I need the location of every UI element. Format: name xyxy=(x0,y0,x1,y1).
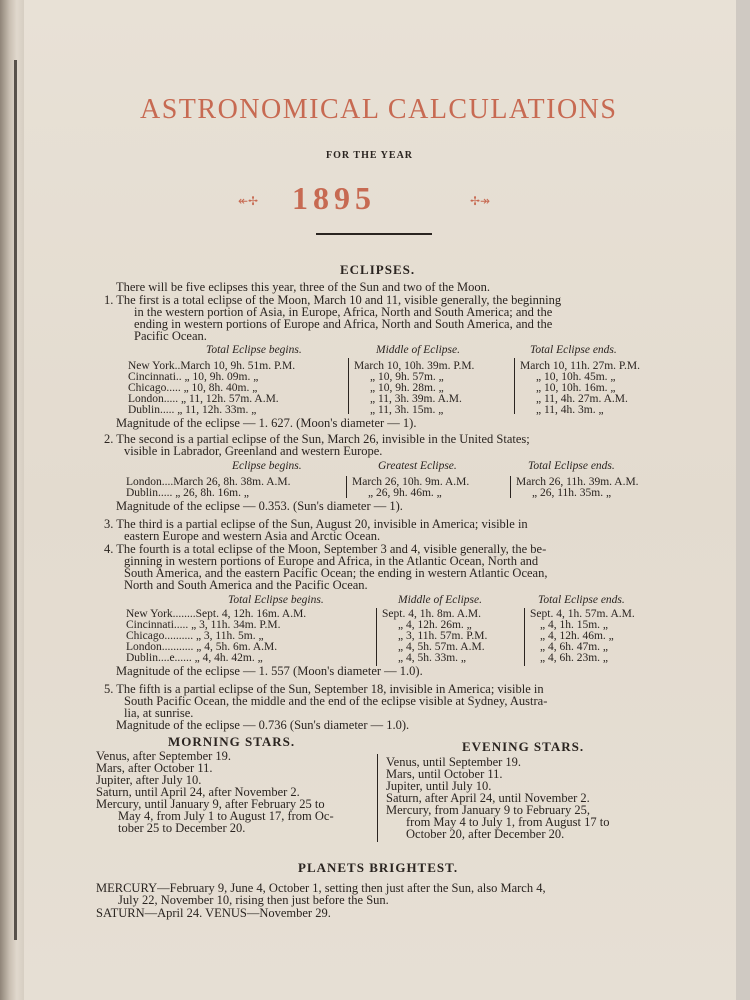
eclipse-4-row-begin: New York........Sept. 4, 12h. 16m. A.M. xyxy=(126,608,307,620)
eclipse-3-line: 3. The third is a partial eclipse of the Sun, August 20, invisible in America; visible in xyxy=(104,517,528,531)
eclipse-4-line: 4. The fourth is a total eclipse of the Moon, September 3 and 4, visible generally, the be- xyxy=(104,542,547,556)
morning-star-line: May 4, from July 1 to August 17, from Oc- xyxy=(118,809,334,823)
eclipse-2-row-end: March 26, 11h. 39m. A.M. xyxy=(516,476,639,488)
eclipse-2-col-header: Total Eclipse ends. xyxy=(528,460,615,472)
table-divider xyxy=(376,608,377,666)
eclipses-heading: ECLIPSES. xyxy=(340,262,416,277)
eclipse-4-line: North and South America and the Pacific Ocean. xyxy=(124,578,368,592)
eclipse-1-col-header: Middle of Eclipse. xyxy=(376,344,460,356)
eclipses-intro: There will be five eclipses this year, three of the Sun and two of the Moon. xyxy=(116,280,491,294)
eclipse-1-line: Pacific Ocean. xyxy=(134,329,207,343)
eclipse-4-row-middle: „ 4, 12h. 26m. „ xyxy=(398,619,472,631)
eclipse-4-row-end: „ 4, 6h. 23m. „ xyxy=(540,652,609,664)
eclipse-4-row-end: „ 4, 6h. 47m. „ xyxy=(540,641,609,653)
eclipse-4-col-header: Total Eclipse ends. xyxy=(538,594,625,606)
evening-star-line: from May 4 to July 1, from August 17 to xyxy=(406,815,610,829)
eclipse-4-line: South America, and the eastern Pacific Ocean; the ending in western Atlantic Ocean, xyxy=(124,566,548,580)
binding-stitch-line xyxy=(14,60,17,940)
planets-brightest-line: MERCURY—February 9, June 4, October 1, setting then just after the Sun, also March 4, xyxy=(96,881,546,895)
eclipse-2-row-greatest: March 26, 10h. 9m. A.M. xyxy=(352,476,470,488)
morning-star-line: Venus, after September 19. xyxy=(96,749,232,763)
eclipse-4-row-end: „ 4, 1h. 15m. „ xyxy=(540,619,609,631)
eclipse-4-row-begin: Chicago.......... „ 3, 11h. 5m. „ xyxy=(126,630,264,642)
background-strip xyxy=(736,0,750,1000)
eclipse-4-row-end: Sept. 4, 1h. 57m. A.M. xyxy=(530,608,635,620)
eclipse-1-row-begin: Dublin..... „ 11, 12h. 33m. „ xyxy=(128,404,257,416)
morning-star-line: Jupiter, after July 10. xyxy=(96,773,202,787)
morning-star-line: tober 25 to December 20. xyxy=(118,821,246,835)
eclipse-2-line: visible in Labrador, Greenland and western Europe. xyxy=(124,444,383,458)
eclipse-2-row-greatest: „ 26, 9h. 46m. „ xyxy=(368,487,442,499)
eclipse-2-col-header: Eclipse begins. xyxy=(232,460,302,472)
eclipse-1-line: ending in western portions of Europe and Africa, North and South America, and the xyxy=(134,317,553,331)
eclipse-1-row-begin: London..... „ 11, 12h. 57m. A.M. xyxy=(128,393,279,405)
morning-star-line: Mars, after October 11. xyxy=(96,761,213,775)
eclipse-4-row-middle: „ 3, 11h. 57m. P.M. xyxy=(398,630,488,642)
eclipse-1-row-middle: „ 10, 9h. 28m. „ xyxy=(370,382,444,394)
eclipse-1-row-end: „ 10, 10h. 45m. „ xyxy=(536,371,616,383)
year-heading: 1895 xyxy=(292,180,376,216)
eclipse-4-row-begin: London........... „ 4, 5h. 6m. A.M. xyxy=(126,641,278,653)
eclipse-1-row-begin: New York..March 10, 9h. 51m. P.M. xyxy=(128,360,296,372)
eclipse-1-row-middle: „ 11, 3h. 39m. A.M. xyxy=(370,393,462,405)
eclipse-4-row-end: „ 4, 12h. 46m. „ xyxy=(540,630,614,642)
planets-brightest-heading: PLANETS BRIGHTEST. xyxy=(298,860,459,875)
morning-star-line: Saturn, until April 24, after November 2. xyxy=(96,785,300,799)
table-divider xyxy=(510,476,511,498)
evening-stars-heading: EVENING STARS. xyxy=(462,739,585,754)
eclipse-1-row-end: „ 11, 4h. 3m. „ xyxy=(536,404,604,416)
evening-star-line: Venus, until September 19. xyxy=(386,755,522,769)
eclipse-2-row-begin: Dublin..... „ 26, 8h. 16m. „ xyxy=(126,487,249,499)
morning-stars-heading: MORNING STARS. xyxy=(168,734,296,749)
eclipse-2-line: 2. The second is a partial eclipse of the Sun, March 26, invisible in the United States; xyxy=(104,432,530,446)
evening-star-line: October 20, after December 20. xyxy=(406,827,565,841)
planets-brightest-line: SATURN—April 24. VENUS—November 29. xyxy=(96,906,331,920)
eclipse-1-row-begin: Cincinnati.. „ 10, 9h. 09m. „ xyxy=(128,371,259,383)
eclipse-1-row-middle: „ 10, 9h. 57m. „ xyxy=(370,371,444,383)
ornament-left-icon: ↞✢ xyxy=(238,194,259,208)
table-divider xyxy=(524,608,525,666)
eclipse-5-line: South Pacific Ocean, the middle and the end of the eclipse visible at Sydney, Austra- xyxy=(124,694,548,708)
subtitle-for-the-year: FOR THE YEAR xyxy=(326,150,414,161)
eclipse-1-row-begin: Chicago..... „ 10, 8h. 40m. „ xyxy=(128,382,258,394)
eclipse-1-col-header: Total Eclipse begins. xyxy=(206,344,302,356)
morning-star-line: Mercury, until January 9, after February 25 to xyxy=(96,797,325,811)
eclipse-4-row-middle: „ 4, 5h. 57m. A.M. xyxy=(398,641,485,653)
eclipse-3-line: eastern Europe and western Asia and Arctic Ocean. xyxy=(124,529,381,543)
eclipse-1-row-end: „ 10, 10h. 16m. „ xyxy=(536,382,616,394)
eclipse-5-magnitude: Magnitude of the eclipse — 0.736 (Sun's diameter — 1.0). xyxy=(116,718,410,732)
table-divider xyxy=(514,358,515,414)
eclipse-4-col-header: Total Eclipse begins. xyxy=(228,594,324,606)
eclipse-5-line: lia, at sunrise. xyxy=(124,706,194,720)
evening-star-line: Saturn, after April 24, until November 2. xyxy=(386,791,590,805)
stars-divider xyxy=(377,754,378,842)
eclipse-4-row-begin: Dublin....e...... „ 4, 4h. 42m. „ xyxy=(126,652,263,664)
evening-star-line: Jupiter, until July 10. xyxy=(386,779,492,793)
eclipse-1-row-middle: March 10, 10h. 39m. P.M. xyxy=(354,360,475,372)
planets-brightest-line: July 22, November 10, rising then just before the Sun. xyxy=(118,893,389,907)
page-title: ASTRONOMICAL CALCULATIONS xyxy=(140,94,618,125)
eclipse-1-col-header: Total Eclipse ends. xyxy=(530,344,617,356)
eclipse-4-row-middle: „ 4, 5h. 33m. „ xyxy=(398,652,467,664)
ornament-right-icon: ✢↠ xyxy=(470,194,491,208)
table-divider xyxy=(348,358,349,414)
eclipse-1-row-end: „ 11, 4h. 27m. A.M. xyxy=(536,393,628,405)
title-divider xyxy=(316,233,432,235)
eclipse-2-row-end: „ 26, 11h. 35m. „ xyxy=(532,487,612,499)
eclipse-1-magnitude: Magnitude of the eclipse — 1. 627. (Moon's diameter — 1). xyxy=(116,416,417,430)
eclipse-4-row-middle: Sept. 4, 1h. 8m. A.M. xyxy=(382,608,482,620)
eclipse-1-row-end: March 10, 11h. 27m. P.M. xyxy=(520,360,641,372)
table-divider xyxy=(346,476,347,498)
eclipse-5-line: 5. The fifth is a partial eclipse of the Sun, September 18, invisible in America; visible in xyxy=(104,682,544,696)
eclipse-2-col-header: Greatest Eclipse. xyxy=(378,460,457,472)
eclipse-2-row-begin: London....March 26, 8h. 38m. A.M. xyxy=(126,476,291,488)
eclipse-4-row-begin: Cincinnati..... „ 3, 11h. 34m. P.M. xyxy=(126,619,281,631)
evening-star-line: Mercury, from January 9 to February 25, xyxy=(386,803,590,817)
eclipse-1-line: in the western portion of Asia, in Europe, Africa, North and South America; and the xyxy=(134,305,553,319)
eclipse-4-magnitude: Magnitude of the eclipse — 1. 557 (Moon's diameter — 1.0). xyxy=(116,664,423,678)
eclipse-4-col-header: Middle of Eclipse. xyxy=(398,594,482,606)
evening-star-line: Mars, until October 11. xyxy=(386,767,503,781)
eclipse-1-line: 1. The first is a total eclipse of the Moon, March 10 and 11, visible generally, the beginning xyxy=(104,293,562,307)
eclipse-2-magnitude: Magnitude of the eclipse — 0.353. (Sun's diameter — 1). xyxy=(116,499,403,513)
page-binding-edge xyxy=(0,0,24,1000)
eclipse-4-line: ginning in western portions of Europe and Africa, in the Atlantic Ocean, North and xyxy=(124,554,539,568)
eclipse-1-row-middle: „ 11, 3h. 15m. „ xyxy=(370,404,444,416)
